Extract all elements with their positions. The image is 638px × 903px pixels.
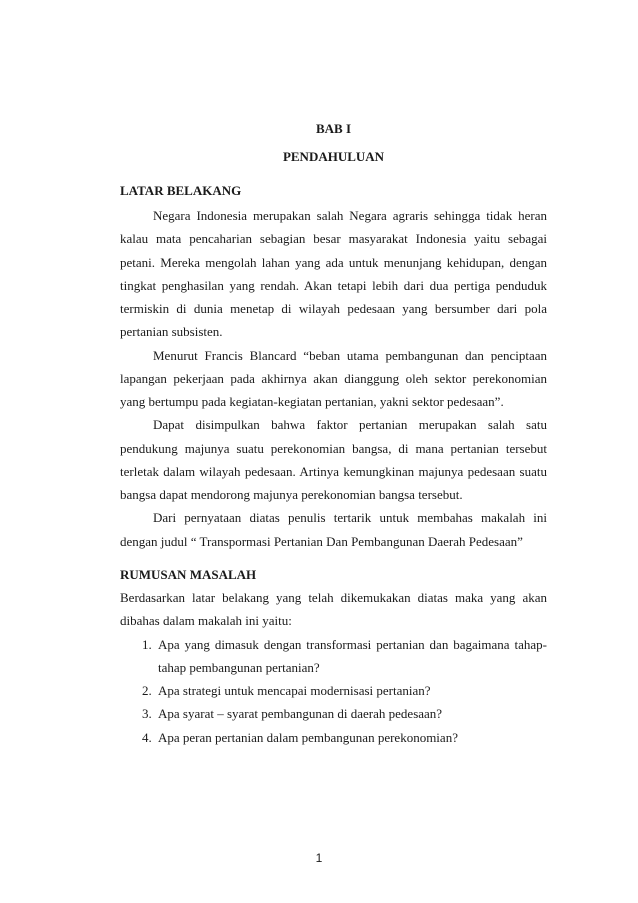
question-list [120,633,547,749]
paragraph: Menurut Francis Blancard “beban utama pembangunan dan penciptaan lapangan pekerjaan pada akhirnya akan dianggung oleh sektor perekonomian yang bertumpu pada kegiatan-kegiatan pertanian, yakni sektor pedesaan”. [120,347,547,409]
section-latar-belakang [120,181,547,553]
section-rumusan-masalah [120,565,547,749]
list-item-text: Apa yang dimasuk dengan transformasi pertanian dan bagaimana tahap-tahap pembangunan pertanian? [158,636,547,675]
list-item-text: Apa peran pertanian dalam pembangunan perekonomian? [158,729,458,745]
section-heading-latar-belakang: LATAR BELAKANG [120,183,242,198]
list-item [120,633,547,680]
paragraph: Dapat disimpulkan bahwa faktor pertanian merupakan salah satu pendukung majunya suatu perekonomian bangsa, di mana pertanian tersebut terletak dalam wilayah pedesaan. Artinya kemungkinan majunya pedesaan suatu bangsa dapat mendorong majunya perekonomian bangsa tersebut. [120,417,547,502]
chapter-number: BAB I [315,121,352,136]
list-item [120,726,547,749]
section-heading-rumusan-masalah: RUMUSAN MASALAH [120,567,257,582]
paragraph: Negara Indonesia merupakan salah Negara agraris sehingga tidak heran kalau mata pencaharian sebagian besar masyarakat Indonesia yaitu sebagai petani. Mereka mengolah lahan yang ada untuk menunjang kehidupan, dengan tingkat penghasilan yang rendah. Akan tetapi lebih dari dua pertiga penduduk termiskin di dunia menetap di wilayah pedesaan yang bersumber dari pola pertanian subsisten. [120,208,547,340]
list-item-number: 1. [142,636,152,652]
list-item-number: 3. [142,706,152,722]
page-number: 1 [315,851,323,865]
chapter-title: PENDAHULUAN [282,149,385,164]
list-item [120,679,547,702]
list-item-number: 4. [142,729,152,745]
list-item [120,702,547,725]
list-item-text: Apa strategi untuk mencapai modernisasi pertanian? [158,683,431,698]
list-item-number: 2. [142,683,152,698]
intro-paragraph: Berdasarkan latar belakang yang telah dikemukakan diatas maka yang akan dibahas dalam makalah ini yaitu: [120,590,547,629]
paragraph: Dari pernyataan diatas penulis tertarik untuk membahas makalah ini dengan judul “ Transpormasi Pertanian Dan Pembangunan Daerah Pedesaan” [120,510,547,549]
list-item-text: Apa syarat – syarat pembangunan di daerah pedesaan? [158,706,443,722]
